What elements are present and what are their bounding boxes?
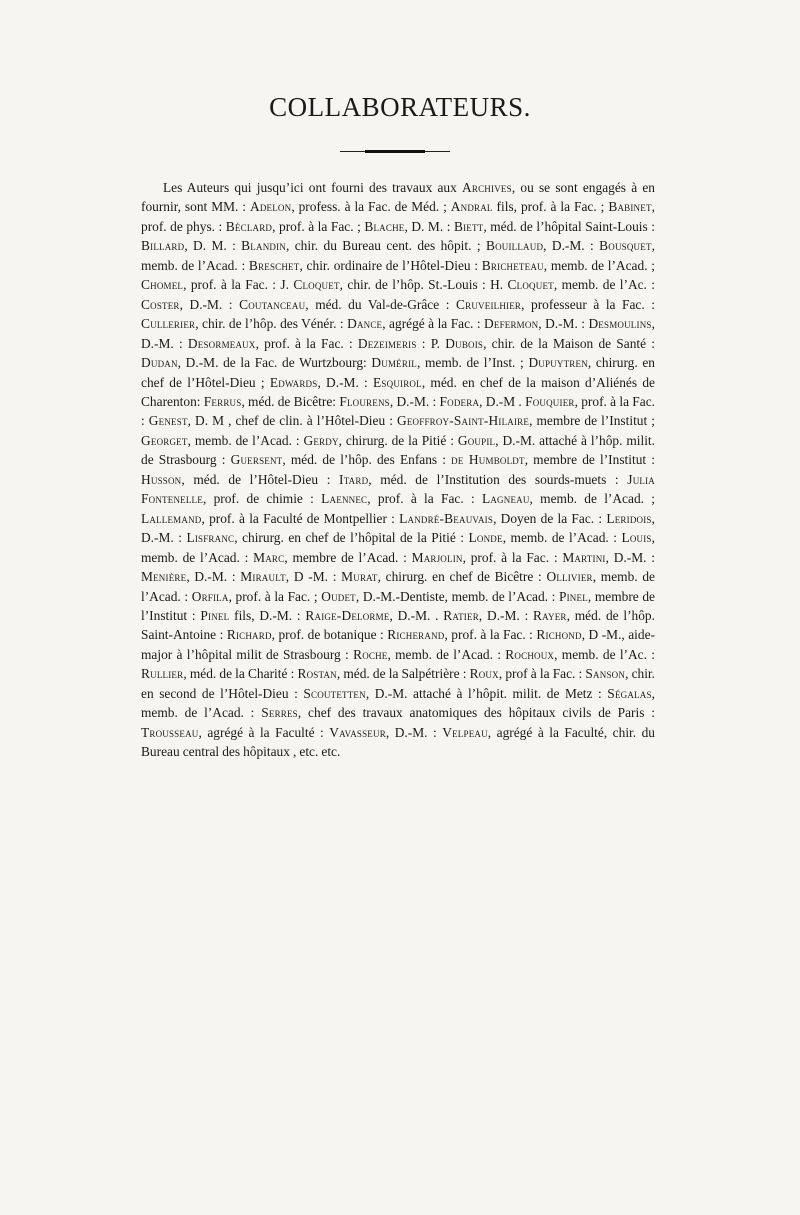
collaborator-name: Genest xyxy=(148,413,188,429)
collaborator-description: , membre de l’Institut ; xyxy=(529,413,655,429)
collaborator-name: Ollivier xyxy=(546,569,593,585)
collaborator-name: Fouquier xyxy=(525,393,575,409)
collaborator-name: Desormeaux xyxy=(187,335,256,351)
collaborator-name: Roche xyxy=(353,646,388,662)
collaborator-description: , chirurg. en chef de l’hôpital de la Pitié : xyxy=(234,530,469,546)
collaborator-description: , prof. à la Fac. : xyxy=(255,335,358,351)
collaborator-name: Ferrus xyxy=(203,393,242,409)
collaborator-name: Itard xyxy=(339,471,369,487)
collaborator-description: , prof. à la Fac. : xyxy=(444,627,537,643)
collaborator-description: , memb. de l’Acad. ; xyxy=(543,257,655,273)
collaborator-description: , membre de l’Acad. : xyxy=(284,549,412,565)
collaborator-description: , méd. de l’Hôtel-Dieu : xyxy=(181,471,340,487)
collaborator-description: , méd. en chef de la maison d’Aliénés de Charenton: xyxy=(141,374,655,409)
collaborator-description: , D.-M. : xyxy=(179,296,240,312)
collaborator-name: Martini xyxy=(562,549,606,565)
collaborator-name: Lisfranc xyxy=(186,530,235,546)
collaborator-description: , D -M. : xyxy=(285,569,342,585)
collaborator-name: Londe xyxy=(468,530,503,546)
collaborator-description: , prof. à la Fac. : J. xyxy=(183,277,294,293)
collaborator-description: , D.-M. : xyxy=(543,238,600,254)
collaborator-description: , memb. de l’Acad. : xyxy=(387,646,506,662)
collaborator-name: Guersent xyxy=(230,452,283,468)
collaborator-description: , méd. de la Charité : xyxy=(183,666,298,682)
collaborator-description: , méd. de l’hôp. Saint-Antoine : xyxy=(141,607,655,643)
collaborator-name: Mirault xyxy=(240,569,286,585)
collaborator-name: Bouillaud xyxy=(485,238,544,254)
collaborator-description: , professeur à la Fac. : xyxy=(521,296,655,312)
collaborator-description: , D.-M. attaché à l’hôpit. milit. de Metz : xyxy=(365,685,608,701)
collaborator-name: Murat xyxy=(341,569,378,585)
collaborator-name: de Humboldt xyxy=(451,452,525,468)
collaborator-description: , Doyen de la Fac. : xyxy=(493,510,607,526)
collaborator-description: , méd. de l’Institution des sourds-muets : xyxy=(368,471,628,487)
collaborator-description: , memb. de l’Acad. ; xyxy=(529,491,655,507)
collaborator-description: , D.-M. : xyxy=(389,393,440,409)
collaborator-name: Raige-Delorme xyxy=(305,607,390,623)
collaborator-name: Serres xyxy=(261,705,298,721)
collaborator-description: , D.-M. : xyxy=(605,549,655,565)
collaborator-name: Blandin xyxy=(241,238,286,254)
collaborator-name: Richard xyxy=(226,627,272,643)
collaborator-description: , memb. de l’Ac. : xyxy=(554,646,655,662)
collaborator-name: Blache xyxy=(364,218,405,234)
collaborator-description: , memb. de l’Acad. : xyxy=(141,569,655,604)
collaborator-description: , agrégé à la Faculté, chir. du Bureau central des hôpitaux , etc. etc. xyxy=(141,724,655,760)
collaborator-name: Fodera xyxy=(439,393,480,409)
ornamental-rule xyxy=(340,150,450,154)
collaborator-description: , D.-M. : xyxy=(141,316,655,351)
collaborator-name: Archives xyxy=(462,180,512,195)
collaborator-description: , D.-M. . xyxy=(389,607,444,623)
collaborator-name: Adelon xyxy=(249,199,292,215)
collaborator-description: , D. M. : xyxy=(404,218,454,234)
collaborator-name: Cloquet xyxy=(507,277,554,293)
collaborator-name: Louis xyxy=(621,530,652,546)
collaborator-name: Edwards xyxy=(269,374,318,390)
collaborator-name: Pinel xyxy=(558,588,588,604)
collaborator-description: , memb. de l’Inst. ; xyxy=(416,355,529,371)
collaborator-name: Leridois xyxy=(606,510,652,526)
collaborator-name: Rayer xyxy=(533,607,567,623)
collaborator-name: Cloquet xyxy=(293,277,340,293)
collaborator-description: , D. M , chef de clin. à l’Hôtel-Dieu : xyxy=(187,413,397,429)
collaborator-name: Lagneau xyxy=(481,491,530,507)
collaborator-description: , prof. de chimie : xyxy=(202,491,322,507)
collaborator-description: , memb. de l’Acad. : xyxy=(141,685,656,721)
collaborator-description: , chef des travaux anatomiques des hôpitaux civils de Paris : xyxy=(297,705,655,721)
collaborator-name: Julia Fontenelle xyxy=(141,471,655,507)
collaborator-name: Rostan xyxy=(297,666,337,682)
collaborator-name: Andral xyxy=(450,199,493,215)
collaborator-name: Sanson xyxy=(585,666,626,682)
collaborator-name: Dudan xyxy=(141,355,178,371)
collaborator-name: Pinel xyxy=(200,607,230,623)
collaborator-description: , profess. à la Fac. de Méd. ; xyxy=(291,199,451,215)
collaborator-description: , prof. de botanique : xyxy=(271,627,388,643)
collaborator-description: , chirurg. en chef de l’Hôtel-Dieu ; xyxy=(141,355,656,390)
collaborator-description: , chirurg. en chef de Bicêtre : xyxy=(377,569,547,585)
collaborator-description: , D.-M. : xyxy=(141,510,655,546)
collaborator-description: , memb. de l’Acad. : xyxy=(187,432,304,448)
collaborator-description: , chir. de l’hôp. des Vénér. : xyxy=(195,316,348,332)
collaborator-name: Biett xyxy=(453,218,484,234)
collaborator-name: Coutanceau xyxy=(239,296,306,312)
collaborator-name: Bricheteau xyxy=(481,257,544,273)
collaborator-name: Flourens xyxy=(339,393,390,409)
collaborator-description: fils, prof. à la Fac. ; xyxy=(492,199,609,215)
collaborator-description: , D.-M . xyxy=(479,393,526,409)
collaborator-name: Menière xyxy=(141,569,187,585)
collaborator-name: Ratier xyxy=(443,607,479,623)
collaborator-name: Babinet xyxy=(608,199,652,215)
collaborator-description: , prof. à la Fac. ; xyxy=(272,218,365,234)
collaborator-description: , D.-M. : xyxy=(478,607,534,623)
collaborator-name: Husson xyxy=(141,471,182,487)
collaborator-name: Rullier xyxy=(141,666,184,682)
collaborator-name: Scoutetten xyxy=(303,685,366,701)
collaborator-name: Esquirol xyxy=(373,374,422,390)
collaborator-name: Dance xyxy=(347,316,383,332)
collaborator-description: , ou se sont engagés à en fournir, sont MM. : xyxy=(141,180,655,215)
collaborator-description: , méd. du Val-de-Grâce : xyxy=(305,296,457,312)
collaborator-description: , D.-M. : xyxy=(385,724,443,740)
collaborator-description: , memb. de l’Acad. : xyxy=(141,530,655,565)
collaborator-name: Desmoulins xyxy=(588,316,652,332)
collaborator-description: , D.-M.-Dentiste, memb. de l’Acad. : xyxy=(355,588,559,604)
collaborator-description: , chir. de l’hôp. St.-Louis : H. xyxy=(339,277,508,293)
collaborator-description: , prof. à la Fac. : xyxy=(367,491,482,507)
collaborator-description: , chir. ordinaire de l’Hôtel-Dieu : xyxy=(299,257,482,273)
collaborator-description: , chirurg. de la Pitié : xyxy=(338,432,458,448)
collaborator-description: Les Auteurs qui jusqu’ici ont fourni des travaux aux xyxy=(163,180,463,195)
collaborator-description: , memb. de l’Acad. : xyxy=(141,238,655,273)
collaborator-description: , agrégé à la Faculté : xyxy=(198,724,330,740)
collaborator-name: Duméril xyxy=(371,355,417,371)
collaborator-name: Billard xyxy=(141,238,185,254)
collaborator-description: , prof. de phys. : xyxy=(141,199,655,234)
page-title: COLLABORATEURS. xyxy=(269,92,531,122)
collaborator-description: fils, D.-M. : xyxy=(229,607,306,623)
collaborator-name: Coster xyxy=(141,296,180,312)
collaborator-description: , agrégé à la Fac. : xyxy=(382,316,484,332)
collaborator-name: Oudet xyxy=(321,588,356,604)
collaborator-name: Cullerier xyxy=(141,316,196,332)
collaborator-description: , membre de l’Institut : xyxy=(524,452,655,468)
collaborator-name: Laennec xyxy=(321,491,368,507)
collaborator-description: , chir. du Bureau cent. des hôpit. ; xyxy=(286,238,486,254)
collaborators-paragraph xyxy=(141,178,655,762)
collaborator-name: Richerand xyxy=(387,627,445,643)
collaborator-name: Geoffroy-Saint-Hilaire xyxy=(396,413,530,429)
collaborator-description: , méd. de l’hôp. des Enfans : xyxy=(282,452,452,468)
collaborator-description: , memb. de l’Ac. : xyxy=(553,277,656,293)
collaborator-description: , prof. à la Fac. : xyxy=(462,549,563,565)
collaborator-description: , D.-M. de la Fac. de Wurtzbourg: xyxy=(177,355,372,371)
collaborator-description: , D. M. : xyxy=(184,238,242,254)
collaborator-name: Cruveilhier xyxy=(456,296,522,312)
collaborator-name: Landré-Beauvais xyxy=(399,510,494,526)
collaborator-name: Lallemand xyxy=(141,510,202,526)
collaborator-name: Vavasseur xyxy=(329,724,386,740)
collaborator-name: Orfila xyxy=(191,588,229,604)
collaborator-name: Marjolin xyxy=(411,549,463,565)
collaborator-description: , prof à la Fac. : xyxy=(498,666,586,682)
collaborator-description: , D.-M. : xyxy=(317,374,374,390)
collaborator-name: Velpeau xyxy=(442,724,488,740)
collaborator-name: Ségalas xyxy=(607,685,652,701)
collaborator-description: , chir. de la Maison de Santé : xyxy=(483,335,655,351)
collaborator-name: Gerdy xyxy=(303,432,339,448)
collaborator-name: Dupuytren xyxy=(528,355,588,371)
collaborator-name: Marc xyxy=(253,549,285,565)
collaborator-name: Rochoux xyxy=(505,646,555,662)
collaborator-name: Béclard xyxy=(225,218,273,234)
collaborator-name: Roux xyxy=(469,666,499,682)
collaborator-name: Richond xyxy=(536,627,582,643)
collaborator-name: Breschet xyxy=(248,257,300,273)
collaborator-name: Dezeimeris xyxy=(357,335,417,351)
collaborator-name: Chomel xyxy=(141,277,184,293)
collaborator-name: Georget xyxy=(141,432,188,448)
collaborator-description: , prof. à la Faculté de Montpellier : xyxy=(201,510,400,526)
collaborator-description: , méd. de l’hôpital Saint-Louis : xyxy=(483,218,655,234)
collaborator-name: Goupil xyxy=(457,432,496,448)
rule-thick-line xyxy=(365,150,425,153)
collaborator-description: , méd. de la Salpétrière : xyxy=(336,666,470,682)
collaborator-description: , membre de l’Institut : xyxy=(141,588,655,623)
collaborator-description: , D.-M. : xyxy=(538,316,589,332)
collaborator-description: , D.-M. : xyxy=(186,569,241,585)
collaborator-description: , D.-M. attaché à l’hôp. milit. de Strasbourg : xyxy=(141,432,655,468)
collaborator-description: , D -M., aide-major à l’hôpital milit de Strasbourg : xyxy=(141,627,656,662)
collaborator-description: , memb. de l’Acad. : xyxy=(502,530,622,546)
collaborator-description: , méd. de Bicêtre: xyxy=(241,393,340,409)
collaborator-description: , prof. à la Fac. ; xyxy=(228,588,322,604)
collaborator-description: , prof. à la Fac. : xyxy=(141,393,655,429)
collaborator-name: Bousquet xyxy=(599,238,652,254)
collaborator-description: : P. xyxy=(416,335,446,351)
collaborator-name: Dubois xyxy=(445,335,484,351)
collaborator-name: Defermon xyxy=(484,316,539,332)
collaborator-description: , chir. en second de l’Hôtel-Dieu : xyxy=(141,666,655,701)
collaborator-name: Trousseau xyxy=(141,724,199,740)
